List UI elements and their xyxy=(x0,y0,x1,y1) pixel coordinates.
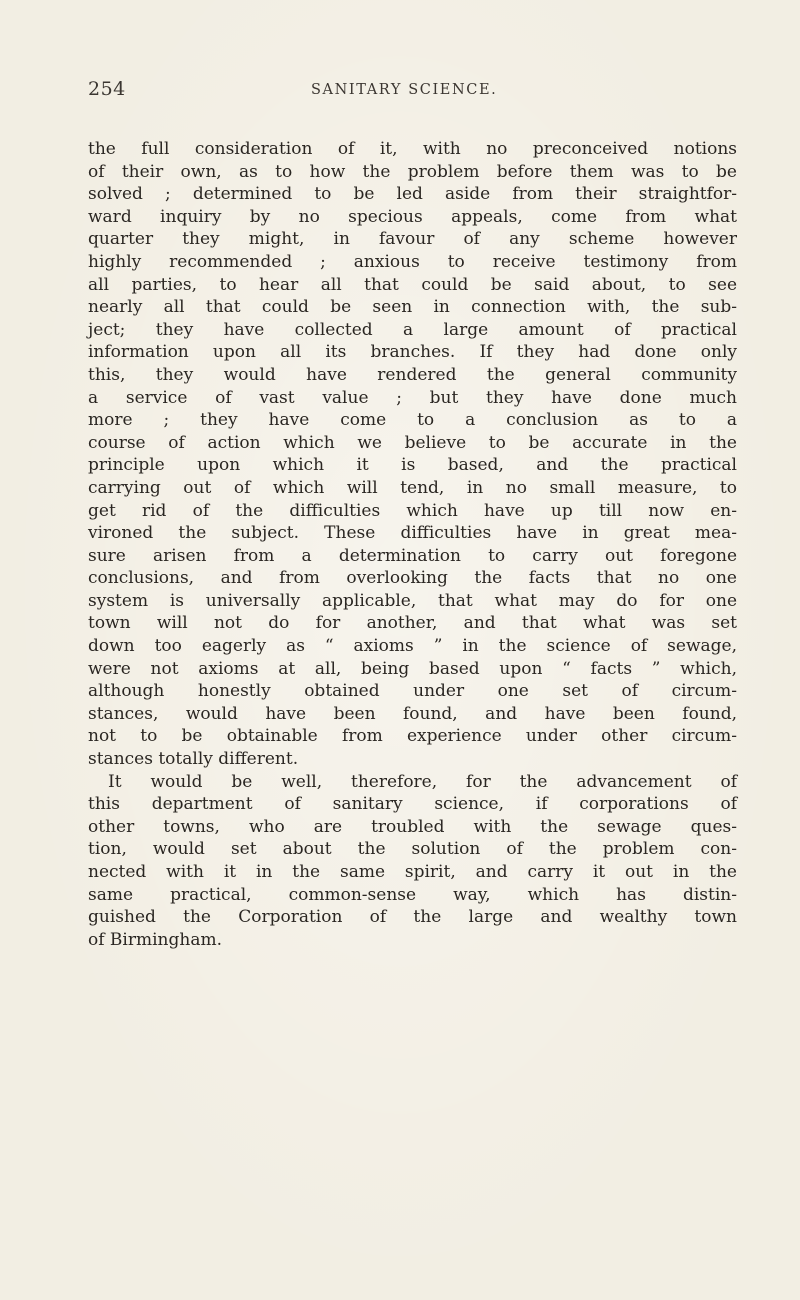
text-line: quarter they might, in favour of any scheme however xyxy=(88,229,737,250)
text-line: not to be obtainable from experience under other circum- xyxy=(88,726,737,747)
text-line: same practical, common-sense way, which has distin- xyxy=(88,884,737,905)
text-line: highly recommended ; anxious to receive testimony from xyxy=(88,251,737,272)
text-line: principle upon which it is based, and the practical xyxy=(88,455,737,476)
text-line: more ; they have come to a conclusion as to a xyxy=(88,410,737,431)
text-line: this department of sanitary science, if corporations of xyxy=(88,794,737,815)
text-line: nearly all that could be seen in connection with, the sub- xyxy=(88,297,737,318)
running-head: SANITARY SCIENCE. xyxy=(311,82,498,98)
text-line: this, they would have rendered the general community xyxy=(88,364,737,385)
text-line: nected with it in the same spirit, and carry it out in the xyxy=(88,862,737,882)
text-line: sure arisen from a determination to carry out foregone xyxy=(88,545,737,566)
text-line: vironed the subject. These difficulties have in great mea- xyxy=(88,523,737,544)
body-text xyxy=(88,138,737,951)
paragraph-end-line: stances totally different. xyxy=(88,749,299,770)
text-line: town will not do for another, and that what was set xyxy=(88,613,737,634)
text-line: were not axioms at all, being based upon “ facts ” which, xyxy=(88,658,737,679)
text-line: all parties, to hear all that could be said about, to see xyxy=(88,274,737,295)
text-line: solved ; determined to be led aside from their straightfor- xyxy=(88,184,737,205)
text-line: ward inquiry by no specious appeals, come from what xyxy=(88,206,737,227)
text-line: of their own, as to how the problem before them was to be xyxy=(88,161,737,182)
text-line: conclusions, and from overlooking the facts that no one xyxy=(88,568,737,589)
paragraph-start-line: It would be well, therefore, for the advancement of xyxy=(108,771,737,792)
text-line: guished the Corporation of the large and wealthy town xyxy=(88,907,737,928)
text-line: other towns, who are troubled with the sewage ques- xyxy=(88,816,737,837)
text-line: course of action which we believe to be accurate in the xyxy=(88,432,737,453)
text-line: tion, would set about the solution of the problem con- xyxy=(88,839,737,860)
text-line: down too eagerly as “ axioms ” in the science of sewage, xyxy=(88,636,737,657)
text-line: ject; they have collected a large amount of practical xyxy=(88,319,737,340)
page-header xyxy=(88,78,708,108)
text-line: the full consideration of it, with no preconceived notions xyxy=(88,139,737,159)
paragraph-end-line: of Birmingham. xyxy=(88,929,222,950)
text-line: carrying out of which will tend, in no small measure, to xyxy=(88,477,737,498)
page-number: 254 xyxy=(88,78,126,100)
text-line: stances, would have been found, and have been found, xyxy=(88,703,737,724)
text-line: get rid of the difficulties which have up till now en- xyxy=(88,500,737,521)
text-line: a service of vast value ; but they have done much xyxy=(88,387,737,408)
text-line: although honestly obtained under one set of circum- xyxy=(88,681,737,702)
text-line: system is universally applicable, that what may do for one xyxy=(88,590,737,611)
text-line: information upon all its branches. If they had done only xyxy=(88,342,737,363)
